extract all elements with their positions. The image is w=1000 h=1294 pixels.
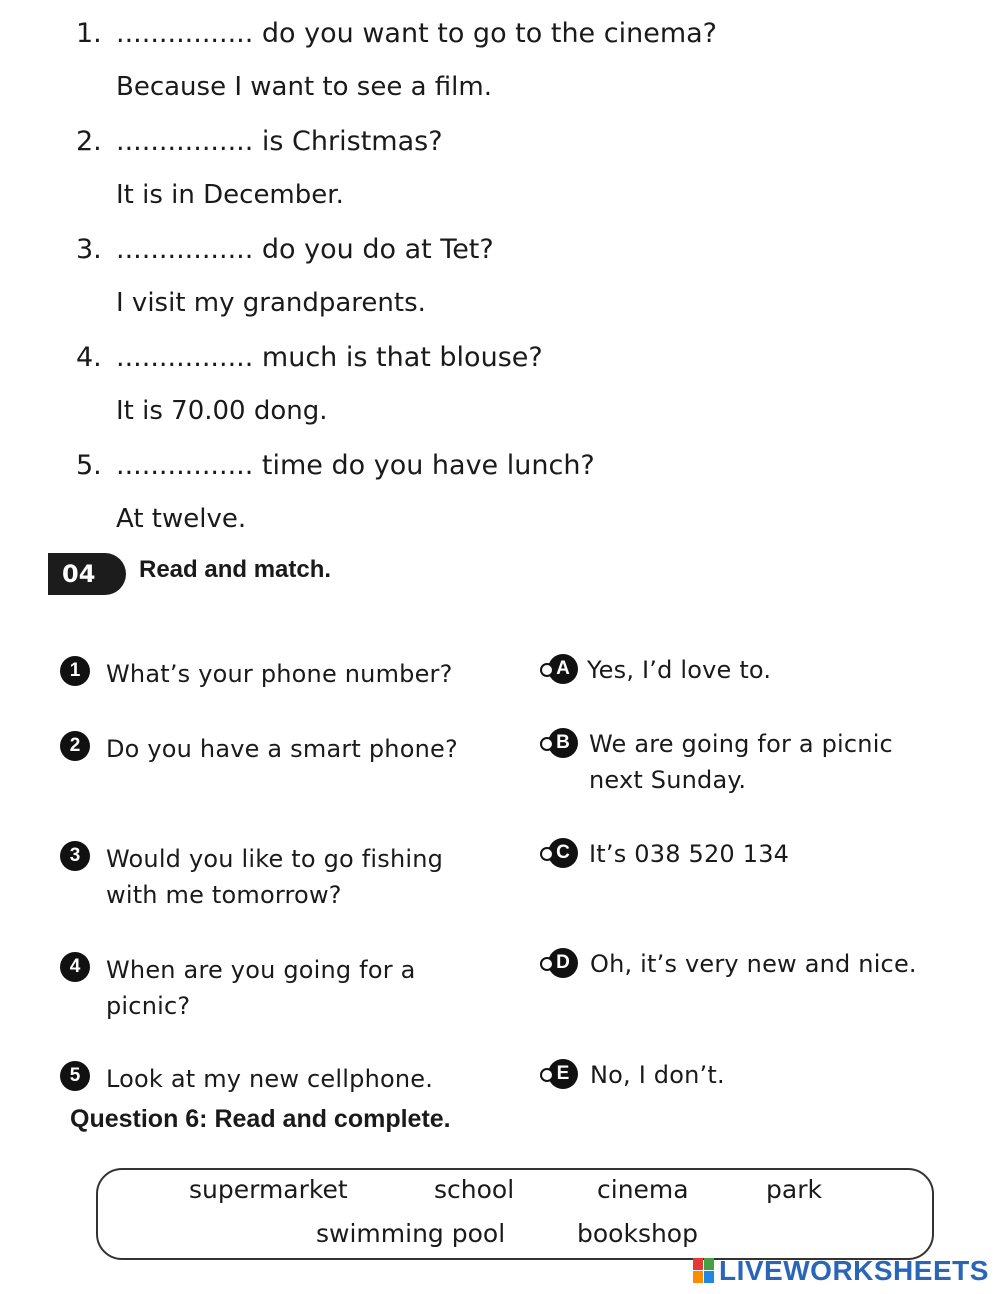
item-number-badge: 1: [60, 656, 90, 686]
answer-text: I visit my grandparents.: [116, 288, 426, 318]
question-text[interactable]: ................ is Christmas?: [116, 126, 443, 157]
match-right-item[interactable]: [590, 1057, 725, 1093]
item-letter-badge: E: [548, 1059, 578, 1089]
match-left-item[interactable]: [106, 731, 458, 767]
question-number: 2.: [76, 126, 102, 157]
question-number: 5.: [76, 450, 102, 481]
item-number-badge: 5: [60, 1061, 90, 1091]
match-right-item[interactable]: [589, 726, 893, 798]
question-text[interactable]: ................ much is that blouse?: [116, 342, 543, 373]
item-line: We are going for a picnic: [589, 730, 893, 758]
item-line: Do you have a smart phone?: [106, 735, 458, 763]
item-line: Would you like to go fishing: [106, 845, 444, 873]
question-number: 1.: [76, 18, 102, 49]
item-letter-badge: B: [548, 728, 578, 758]
item-line: Oh, it’s very new and nice.: [590, 950, 917, 978]
item-line: No, I don’t.: [590, 1061, 725, 1089]
word-bank-item: cinema: [597, 1175, 689, 1204]
item-letter-badge: C: [548, 838, 578, 868]
question-text[interactable]: ................ do you do at Tet?: [116, 234, 494, 265]
item-number-badge: 2: [60, 731, 90, 761]
word-bank-item: park: [766, 1175, 822, 1204]
item-letter-badge: A: [548, 654, 578, 684]
match-left-item[interactable]: [106, 841, 443, 913]
word-bank-item: swimming pool: [316, 1219, 506, 1248]
word-bank-item: bookshop: [577, 1219, 698, 1248]
question-text[interactable]: ................ do you want to go to the cinema?: [116, 18, 718, 49]
item-line: with me tomorrow?: [106, 881, 342, 909]
item-line: Yes, I’d love to.: [587, 656, 772, 684]
item-line: Look at my new cellphone.: [106, 1065, 434, 1093]
item-number-badge: 4: [60, 952, 90, 982]
match-right-item[interactable]: [590, 946, 917, 982]
match-left-item[interactable]: [106, 952, 416, 1024]
answer-text: Because I want to see a film.: [116, 72, 492, 102]
logo-text: LIVEWORKSHEETS: [719, 1255, 989, 1286]
word-bank-item: supermarket: [189, 1175, 348, 1204]
item-letter-badge: D: [548, 948, 578, 978]
question-text[interactable]: ................ time do you have lunch?: [116, 450, 595, 481]
word-bank-item: school: [434, 1175, 515, 1204]
question-number: 4.: [76, 342, 102, 373]
liveworksheets-logo: [693, 1256, 989, 1286]
liveworksheets-icon: [693, 1258, 715, 1284]
item-line: next Sunday.: [589, 766, 747, 794]
section-title: Read and match.: [139, 556, 332, 583]
item-number-badge: 3: [60, 841, 90, 871]
section-number-badge: 04: [48, 553, 126, 595]
section-title: Question 6: Read and complete.: [70, 1105, 451, 1133]
match-left-item[interactable]: [106, 656, 453, 692]
answer-text: It is in December.: [116, 180, 344, 210]
answer-text: It is 70.00 dong.: [116, 396, 328, 426]
item-line: picnic?: [106, 992, 191, 1020]
question-number: 3.: [76, 234, 102, 265]
match-left-item[interactable]: [106, 1061, 433, 1097]
item-line: What’s your phone number?: [106, 660, 453, 688]
match-right-item[interactable]: [589, 836, 789, 872]
item-line: It’s 038 520 134: [589, 840, 790, 868]
match-right-item[interactable]: [587, 652, 771, 688]
answer-text: At twelve.: [116, 504, 247, 534]
item-line: When are you going for a: [106, 956, 416, 984]
